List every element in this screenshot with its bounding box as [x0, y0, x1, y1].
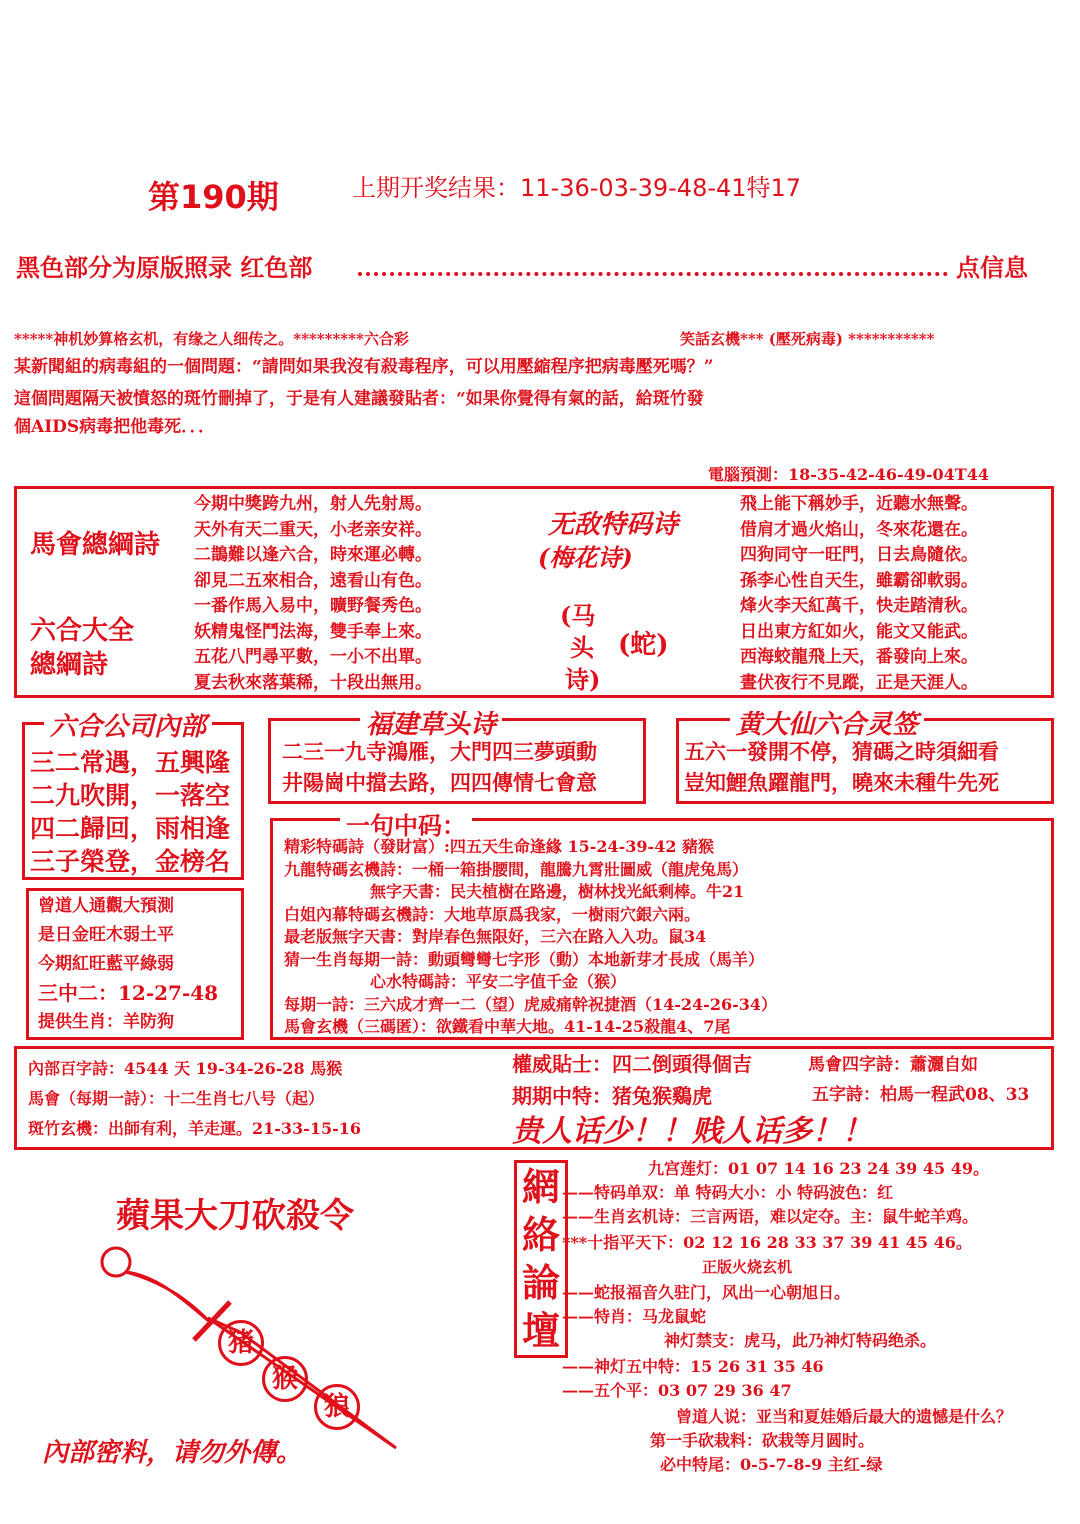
yiju-title: 一句中码： — [340, 806, 472, 841]
poem-left-line: 天外有天二重天，小老亲安祥。 — [194, 519, 432, 540]
poem-left — [194, 492, 432, 696]
yiju-line: 最老版無字天書：對岸春色無限好，三六在路入入功。鼠34 — [284, 927, 707, 946]
apple-footer: 內部密料，请勿外傳。 — [42, 1438, 303, 1468]
joke-head-right: 笑話玄機*** (壓死病毒) *********** — [680, 330, 935, 348]
knife-char-1: 猪 — [218, 1320, 264, 1366]
poem-right-line: 四狗同守一旺門，日去鳥隨依。 — [740, 545, 978, 565]
knife-handle — [126, 1272, 210, 1322]
forum-label-char: 壇 — [521, 1308, 560, 1353]
middle-sub-2: 头 — [570, 633, 594, 662]
yiju-line: 白姐內幕特碼玄機詩：大地草原爲我家，一樹雨穴銀六兩。 — [284, 904, 701, 924]
forum-line: ——特码单双：单 特码大小：小 特码波色：红 — [562, 1183, 894, 1202]
middle-title: 无敌特码诗 — [548, 510, 679, 540]
yiju-line: 馬會玄機（三碼匿）：欲鐵看中華大地。41-14-25殺龍4、7尾 — [284, 1017, 731, 1036]
apple-title: 蘋果大刀砍殺令 — [116, 1196, 354, 1236]
forum-line: ——生肖玄机诗：三言两语，难以定夺。主：鼠牛蛇羊鸡。 — [562, 1207, 979, 1226]
company-line: 二九吹開，一落空 — [30, 781, 231, 810]
middle-answer: (蛇) — [618, 630, 669, 660]
middle-sub-1: (马 — [560, 601, 596, 630]
bottom-right-lines — [512, 1048, 752, 1112]
bottom-right-extra-2: 五字詩：柏馬一程武08、33 — [812, 1085, 1030, 1105]
bottom-right-extra-1: 馬會四字詩：蕭灑自如 — [808, 1055, 978, 1075]
huang-line: 五六一發開不停，猜碼之時須細看 — [684, 739, 999, 764]
forum-label-char: 論 — [521, 1260, 560, 1305]
knife-ring — [102, 1248, 130, 1276]
huang-title: 黄大仙六合灵签 — [730, 704, 924, 741]
company-line: 三二常遇，五興隆 — [30, 748, 231, 777]
fujian-title: 福建草头诗 — [360, 704, 502, 741]
notice-left: 黑色部分为原版照录 红色部 — [16, 254, 313, 282]
forum-label-char: 絡 — [521, 1212, 560, 1257]
bottom-left-line: 馬會（每期一詩）：十二生肖七八号（起） — [28, 1089, 325, 1108]
yiju-line: 猜一生肖每期一詩：動頭彎彎七字形（動）本地新芽才長成（馬羊） — [284, 949, 765, 969]
poem-left-line: 夏去秋來落葉稀，十段出無用。 — [194, 672, 432, 693]
notice-right: 点信息 — [956, 254, 1028, 282]
huang-line: 豈知鯉魚躍龍門，曉來未種牛先死 — [684, 770, 999, 795]
forum-line: 正版火烧玄机 — [702, 1258, 793, 1276]
slogan: 贵人话少！！贱人话多！！ — [512, 1114, 872, 1149]
liuhe-label-2: 總綱詩 — [30, 650, 109, 680]
daoren-line: 今期紅旺藍平綠弱 — [38, 954, 174, 974]
daoren-line: 三中二：12-27-48 — [38, 981, 219, 1005]
poem-right-line: 孫李心性自天生，雖霸卻軟弱。 — [740, 570, 978, 591]
forum-line: ——神灯五中特：15 26 31 35 46 — [562, 1357, 824, 1376]
poem-right-line: 西海蛟龍飛上天，番發向上來。 — [740, 647, 978, 667]
joke-line-1: 某新聞組的病毒組的一個問題：“請問如果我沒有殺毒程序，可以用壓縮程序把病毒壓死嗎？” — [14, 357, 714, 377]
bottom-right-line: 權威貼士：四二倒頭得個吉 — [512, 1052, 752, 1076]
yiju-line: 九龍特碼玄機詩：一桶一箱掛腰間，龍騰九霄壯圖威（龍虎兔馬） — [284, 859, 749, 879]
forum-label — [514, 1160, 568, 1358]
knife-char-2: 猴 — [262, 1356, 308, 1402]
poem-left-line: 五花八門尋平數，一小不出單。 — [194, 647, 432, 667]
yiju-line: 每期一詩：三六成才齊一二（望）虎威痛幹祝捷酒（14-24-26-34） — [284, 994, 777, 1014]
bottom-left-line: 內部百字詩：4544 天 19-34-26-28 馬猴 — [28, 1059, 343, 1078]
forum-line: ——蛇报福音久驻门，风出一心朝旭日。 — [562, 1283, 851, 1302]
forum-line: 九宫莲灯：01 07 14 16 23 24 39 45 49。 — [648, 1159, 989, 1178]
forum-line: 第一手砍栽料：砍栽等月圆时。 — [650, 1431, 875, 1450]
notice-dots — [358, 258, 948, 276]
daoren-line: 是日金旺木弱土平 — [38, 925, 174, 945]
poem-right-line: 日出東方紅如火，能文又能武。 — [740, 621, 978, 642]
joke-line-2: 這個問題隔天被憤怒的斑竹刪掉了，于是有人建議發貼者：“如果你覺得有氣的話，給斑竹發 — [14, 389, 704, 409]
middle-sub-3: 诗) — [565, 665, 601, 694]
poem-left-line: 一番作馬入易中，曠野餐秀色。 — [194, 596, 432, 616]
daoren-line: 曾道人通觀大預測 — [38, 896, 174, 916]
poem-left-line: 今期中獎跨九州，射人先射馬。 — [194, 494, 432, 514]
issue-number: 第190期 — [148, 178, 279, 216]
daoren-lines — [38, 892, 218, 1037]
poem-left-line: 卻見二五來相合，遠看山有色。 — [194, 570, 432, 591]
forum-label-char: 網 — [521, 1164, 560, 1209]
company-line: 三子榮登，金榜名 — [30, 847, 231, 876]
bottom-left-lines — [28, 1054, 361, 1144]
poem-right-line: 借肩才過火焰山，冬來花還在。 — [740, 519, 978, 540]
poem-left-line: 妖精鬼怪鬥法海，雙手奉上來。 — [194, 621, 432, 642]
fujian-line: 井陽崗中擋去路，四四傳情七會意 — [282, 770, 597, 795]
yiju-line: 精彩特碼詩（發財富）:四五天生命逢緣 15-24-39-42 豬猴 — [284, 837, 715, 856]
yiju-line: 心水特碼詩：平安二字值千金（猴） — [370, 972, 627, 991]
poem-right — [740, 492, 978, 696]
horse-poem-label: 馬會總綱詩 — [30, 530, 161, 560]
joke-head-left: *****神机妙算格玄机，有缘之人细传之。*********六合彩 — [14, 330, 409, 348]
yiju-line: 無字天書：民夫植樹在路邊，樹林找光紙剩棒。牛21 — [370, 882, 745, 901]
company-lines — [30, 746, 230, 878]
liuhe-label-1: 六合大全 — [30, 616, 135, 646]
forum-line: ——特肖：马龙鼠蛇 — [562, 1307, 707, 1326]
forum-line: 曾道人说：亚当和夏娃婚后最大的遗憾是什么？ — [676, 1407, 1013, 1426]
bottom-right-line: 期期中特：猪兔猴鷄虎 — [512, 1084, 712, 1108]
daoren-line: 提供生肖：羊防狗 — [38, 1012, 174, 1032]
poem-right-line: 飛上能下稱妙手，近聽水無聲。 — [740, 494, 978, 514]
computer-forecast: 電腦預測：18-35-42-46-49-04T44 — [708, 465, 989, 484]
knife-char-3: 狼 — [314, 1384, 360, 1430]
forum-line: ***十指平天下：02 12 16 28 33 37 39 41 45 46。 — [562, 1233, 972, 1252]
poem-right-line: 烽火李天紅萬千，快走踏清秋。 — [740, 596, 978, 616]
fujian-lines — [282, 736, 597, 798]
forum-line: 必中特尾：0-5-7-8-9 主红-绿 — [660, 1455, 883, 1474]
bottom-left-line: 斑竹玄機：出師有利，羊走運。21-33-15-16 — [28, 1119, 361, 1138]
huang-lines — [684, 736, 999, 798]
poem-left-line: 二鵲難以逢六合，時來運必轉。 — [194, 545, 432, 565]
company-title: 六合公司內部 — [44, 706, 212, 743]
last-result: 上期开奖结果：11-36-03-39-48-41特17 — [352, 174, 802, 202]
fujian-line: 二三一九寺鴻雁，大門四三夢頭動 — [282, 739, 597, 764]
forum-line: 神灯禁支：虎马，此乃神灯特码绝杀。 — [664, 1331, 937, 1350]
yiju-lines — [284, 836, 777, 1039]
company-line: 四二歸回，雨相逢 — [30, 814, 231, 843]
joke-line-3: 個AIDS病毒把他毒死．．． — [14, 417, 216, 437]
middle-subtitle: (梅花诗) — [538, 543, 633, 572]
forum-line: ——五个平：03 07 29 36 47 — [562, 1381, 792, 1400]
poem-right-line: 晝伏夜行不見蹤，正是天涯人。 — [740, 672, 978, 693]
